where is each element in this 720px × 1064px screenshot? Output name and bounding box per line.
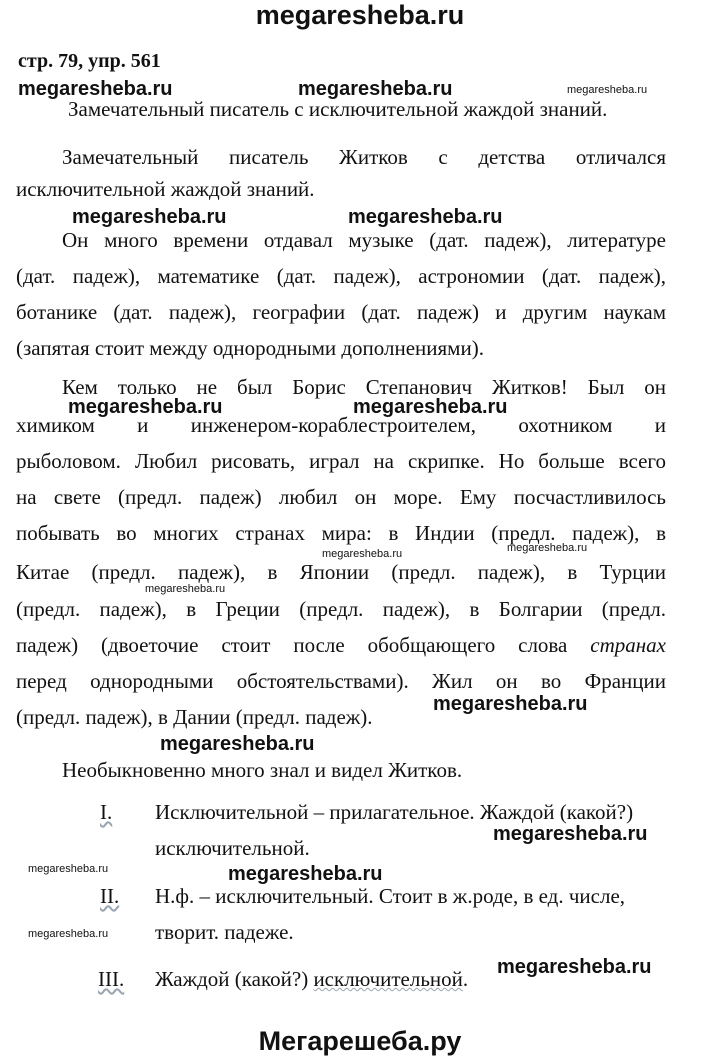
paragraph-line: перед однородными обстоятельствами). Жил он во Франции <box>16 669 666 693</box>
site-footer: Мегарешеба.ру <box>258 1026 462 1056</box>
paragraph-line: рыболовом. Любил рисовать, играл на скрипке. Но больше всего <box>16 449 666 473</box>
paragraph-line: (дат. падеж), математике (дат. падеж), астрономии (дат. падеж), <box>16 264 666 288</box>
watermark: megaresheba.ru <box>322 548 403 560</box>
paragraph-line: Замечательный писатель Житков с детства отличался <box>62 145 666 169</box>
watermark: megaresheba.ru <box>348 206 503 228</box>
watermark: megaresheba.ru <box>228 863 383 885</box>
analysis-line: творит. падеже. <box>155 920 294 944</box>
watermark: megaresheba.ru <box>72 206 227 228</box>
watermark: megaresheba.ru <box>298 78 453 100</box>
paragraph-line: Необыкновенно много знал и видел Житков. <box>62 758 463 782</box>
paragraph-line <box>16 633 666 658</box>
watermark: megaresheba.ru <box>28 928 109 940</box>
paragraph-line: химиком и инженером-кораблестроителем, охотником и <box>16 413 666 437</box>
watermark: megaresheba.ru <box>433 693 588 715</box>
watermark: megaresheba.ru <box>68 396 223 418</box>
paragraph-line: (предл. падеж), в Греции (предл. падеж), в Болгарии (предл. <box>16 597 666 621</box>
line-text: . <box>462 967 469 991</box>
paragraph-line: (запятая стоит между однородными дополнениями). <box>16 336 484 360</box>
analysis-number: II. <box>100 884 120 908</box>
site-header: megaresheba.ru <box>255 0 465 30</box>
task-reference: стр. 79, упр. 561 <box>18 50 161 72</box>
watermark: megaresheba.ru <box>353 396 508 418</box>
line-text: падеж) (двоеточие стоит после обобщающего слова <box>16 633 568 657</box>
paragraph-line: исключительной жаждой знаний. <box>16 177 315 201</box>
paragraph-line: на свете (предл. падеж) любил он море. Ему посчастливилось <box>16 485 666 509</box>
watermark: megaresheba.ru <box>18 78 173 100</box>
paragraph-line: (предл. падеж), в Дании (предл. падеж). <box>16 705 373 729</box>
paragraph-line: побывать во многих странах мира: в Индии (предл. падеж), в <box>16 521 666 545</box>
emphasis-word: странах <box>590 633 667 657</box>
watermark: megaresheba.ru <box>160 733 315 755</box>
paragraph-line: Он много времени отдавал музыке (дат. падеж), литературе <box>62 228 666 252</box>
analysis-number: III. <box>98 967 125 991</box>
underlined-word: исключительной <box>313 967 463 991</box>
watermark: megaresheba.ru <box>567 84 648 96</box>
watermark: megaresheba.ru <box>145 583 226 595</box>
analysis-line: Н.ф. – исключительный. Стоит в ж.роде, в ед. числе, <box>155 884 626 908</box>
paragraph-line: Китае (предл. падеж), в Японии (предл. падеж), в Турции <box>16 560 666 584</box>
title-sentence: Замечательный писатель с исключительной жаждой знаний. <box>68 97 608 121</box>
watermark: megaresheba.ru <box>493 823 648 845</box>
analysis-number: I. <box>100 800 113 824</box>
analysis-line <box>155 967 665 992</box>
paragraph-line: Кем только не был Борис Степанович Житков! Был он <box>62 375 666 399</box>
line-text: Жаждой (какой?) <box>155 967 314 991</box>
paragraph-line: ботанике (дат. падеж), географии (дат. падеж) и другим наукам <box>16 300 666 324</box>
analysis-line: исключительной. <box>155 836 310 860</box>
watermark: megaresheba.ru <box>497 956 652 978</box>
watermark: megaresheba.ru <box>507 542 588 554</box>
analysis-line: Исключительной – прилагательное. Жаждой (какой?) <box>155 800 634 824</box>
watermark: megaresheba.ru <box>28 863 109 875</box>
